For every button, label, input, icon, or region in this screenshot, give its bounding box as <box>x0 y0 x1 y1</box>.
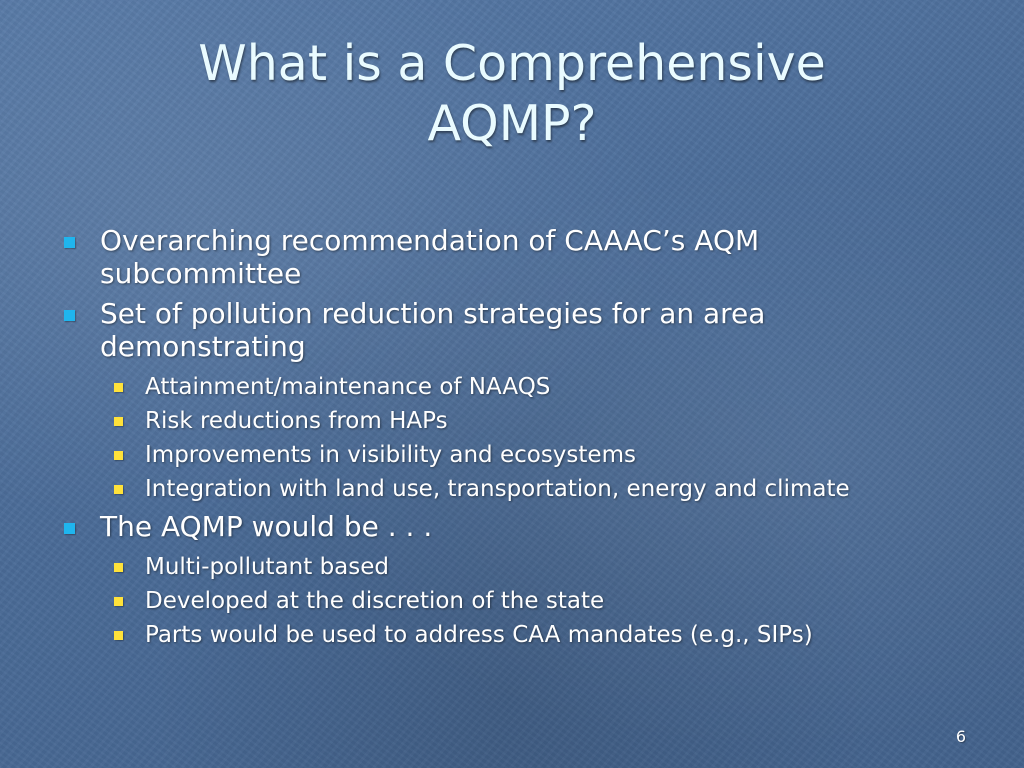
sub-bullet-item <box>60 438 960 472</box>
sub-bullet-text: Integration with land use, transportation, energy and climate <box>145 476 850 502</box>
square-bullet-icon <box>114 417 123 426</box>
square-bullet-icon <box>64 523 75 534</box>
page-number: 6 <box>955 727 966 746</box>
bullet-item-1-line-1: Overarching recommendation of CAAAC’s AQM <box>100 224 760 257</box>
slide-title-line-2: AQMP? <box>427 95 597 152</box>
sub-bullet-text: Attainment/maintenance of NAAQS <box>145 374 551 400</box>
sub-bullet-item <box>60 584 960 618</box>
square-bullet-icon <box>64 237 75 248</box>
bullet-item-3-line-1: The AQMP would be . . . <box>100 510 433 543</box>
square-bullet-icon <box>114 563 123 572</box>
sub-bullet-item <box>60 370 960 404</box>
bullet-item-2-line-1: Set of pollution reduction strategies for an area <box>100 297 766 330</box>
slide-title <box>90 34 934 154</box>
sub-bullet-item <box>60 550 960 584</box>
square-bullet-icon <box>114 631 123 640</box>
bullet-list <box>60 224 960 656</box>
square-bullet-icon <box>114 485 123 494</box>
sub-bullet-text: Multi-pollutant based <box>145 554 389 580</box>
bullet-group-3 <box>60 510 960 652</box>
bullet-item-1 <box>60 224 960 290</box>
sub-bullet-item <box>60 472 960 506</box>
sub-bullet-item <box>60 404 960 438</box>
sub-bullet-text: Parts would be used to address CAA mandates (e.g., SIPs) <box>145 622 813 648</box>
bullet-item-2 <box>60 297 960 363</box>
sub-bullet-text: Improvements in visibility and ecosystems <box>145 442 636 468</box>
bullet-item-2-line-2: demonstrating <box>100 330 306 363</box>
square-bullet-icon <box>64 310 75 321</box>
sub-bullet-text: Risk reductions from HAPs <box>145 408 448 434</box>
bullet-item-3 <box>60 510 960 543</box>
bullet-group-1 <box>60 224 960 290</box>
bullet-item-1-line-2: subcommittee <box>100 257 302 290</box>
sub-bullet-item <box>60 618 960 652</box>
sub-bullet-text: Developed at the discretion of the state <box>145 588 605 614</box>
square-bullet-icon <box>114 451 123 460</box>
bullet-group-2 <box>60 297 960 506</box>
slide-title-line-1: What is a Comprehensive <box>198 35 826 92</box>
square-bullet-icon <box>114 383 123 392</box>
square-bullet-icon <box>114 597 123 606</box>
